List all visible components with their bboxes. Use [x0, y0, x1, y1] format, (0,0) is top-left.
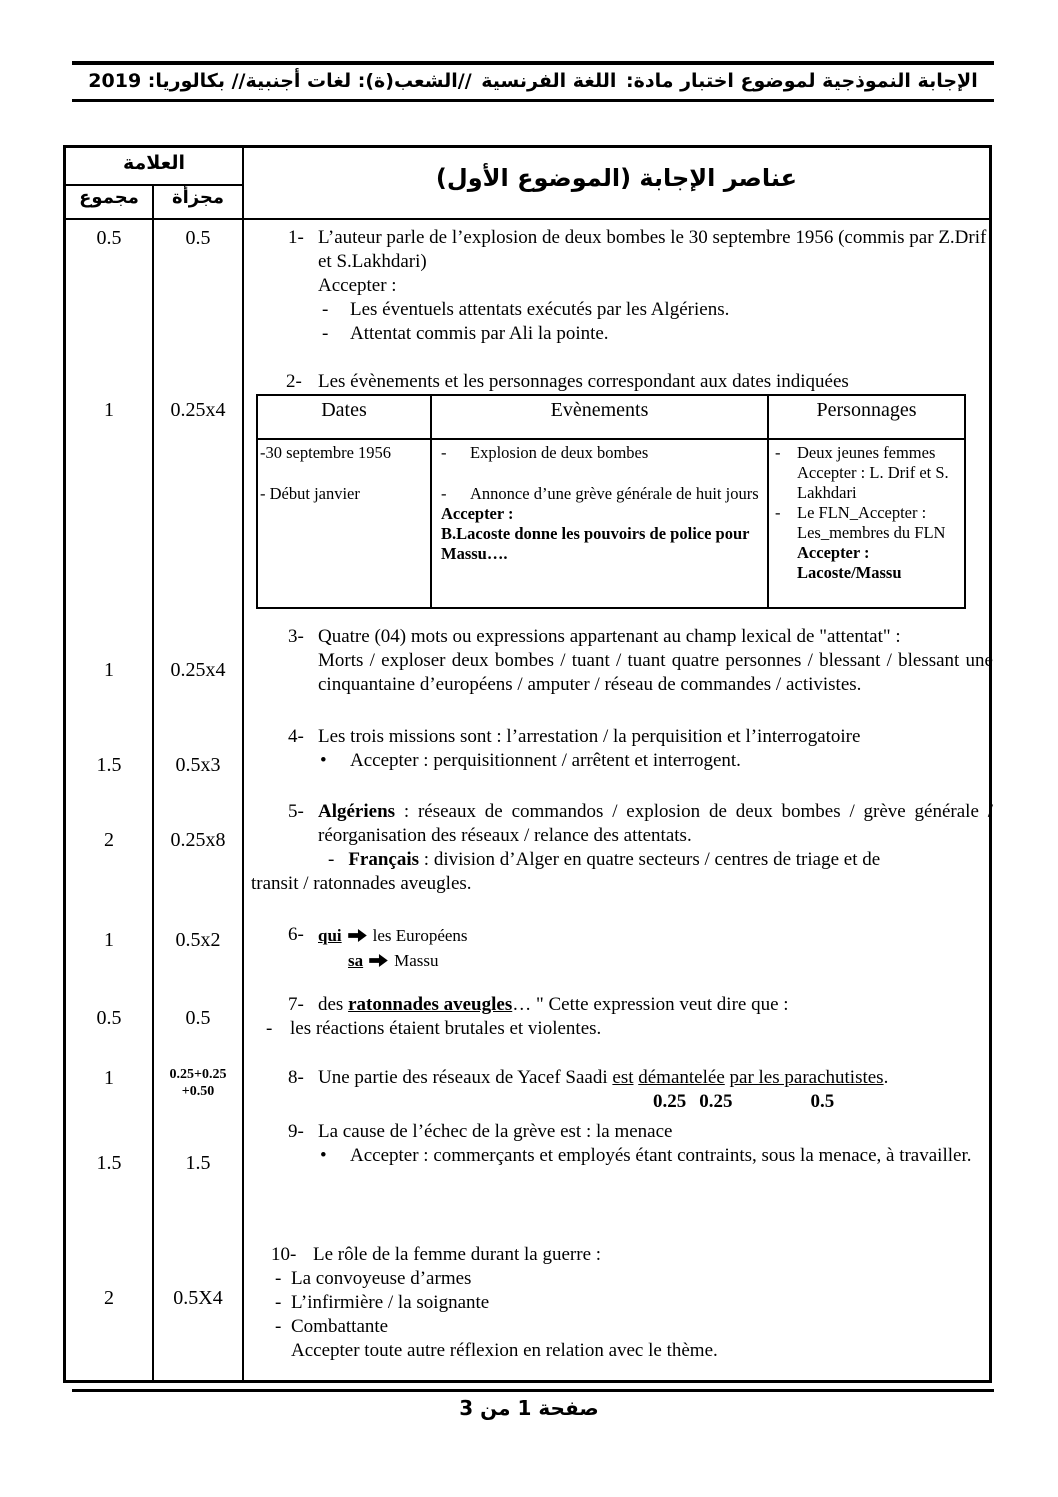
question-7-underlined: ratonnades aveugles [348, 994, 513, 1015]
question-10-intro: Le rôle de la femme durant la guerre : [313, 1244, 602, 1265]
dash-bullet: - [775, 503, 781, 522]
question-4-text: Les trois missions sont : l’arrestation / la perquisition et l’interrogatoire [318, 726, 861, 747]
dash-bullet: - [275, 1316, 282, 1337]
mark-partial-q2: 0.25x4 [170, 399, 226, 421]
question-6-target-1: les Européens [372, 926, 468, 945]
dash-bullet: - [328, 849, 335, 870]
persons-column-header: Personnages [768, 395, 965, 439]
main-column-divider [242, 148, 244, 1380]
question-8-number: 8- [288, 1067, 304, 1088]
question-3-rest: Morts / exploser deux bombes / tuant / tuant quatre personnes / blessant / blessant une cinquantaine d’européens / amputer / réseau de commandes / activistes. [318, 650, 993, 695]
question-3 [245, 625, 993, 697]
mark-total-q6: 1 [104, 929, 114, 951]
question-6-target-2: Massu [394, 951, 439, 970]
question-8-lead: Une partie des réseaux de Yacef Saadi [318, 1067, 613, 1088]
question-6 [245, 923, 993, 973]
question-4 [245, 725, 993, 773]
question-1-accepter: Accepter : [318, 275, 397, 296]
table-row [257, 439, 965, 608]
question-7 [245, 993, 993, 1041]
dash-bullet: - [441, 484, 447, 503]
score-value: 0.5 [810, 1091, 835, 1112]
question-7-number: 7- [288, 994, 304, 1015]
question-2-number: 2- [286, 371, 302, 392]
question-5-francais-text: : division d’Alger en quatre secteurs / centres de triage et de [419, 849, 881, 870]
dash-bullet: - [322, 323, 329, 344]
question-2-intro: Les évènements et les personnages correspondant aux dates indiquées [318, 371, 849, 392]
question-8-period: . [883, 1067, 889, 1088]
mark-partial-q1: 0.5 [185, 227, 211, 249]
dash-bullet: - [441, 443, 447, 462]
question-8-underline-1: est [612, 1067, 634, 1088]
question-5 [245, 800, 993, 896]
right-arrow-icon [348, 929, 367, 942]
marks-column-divider [152, 184, 154, 1380]
person-1: Deux jeunes femmes Accepter : L. Drif et S. Lakhdari [797, 443, 949, 502]
mark-total-q10: 2 [104, 1287, 114, 1309]
document-header [72, 64, 994, 98]
dash-bullet: - [275, 1268, 282, 1289]
mark-total-q8: 1 [104, 1067, 114, 1089]
question-6-word-2: sa [348, 951, 364, 970]
mark-partial-q5: 0.25x8 [170, 829, 226, 851]
question-9-bullet: Accepter : commerçants et employés étant contraints, sous la menace, à travailler. [350, 1145, 972, 1166]
question-1 [245, 226, 993, 346]
question-9 [245, 1120, 993, 1168]
answers-column-header: عناصر الإجابة (الموضوع الأول) [435, 164, 798, 192]
score-value: 0.25 [653, 1091, 687, 1112]
dates-cell [257, 439, 431, 608]
header-bottom-rule [72, 99, 994, 102]
question-1-text: L’auteur parle de l’explosion de deux bombes le 30 septembre 1956 (commis par Z.Drif et S.Lakhdari) [318, 227, 987, 272]
question-3-number: 3- [288, 626, 304, 647]
question-1-bullet-2: Attentat commis par Ali la pointe. [350, 323, 609, 344]
dates-column-header: Dates [257, 395, 431, 439]
question-7-bullet: les réactions étaient brutales et violentes. [290, 1018, 602, 1039]
mark-total-q7: 0.5 [96, 1007, 122, 1029]
question-7-lead: des [318, 994, 349, 1015]
question-8-underline-2: démantelée [638, 1067, 725, 1088]
mark-partial-q7: 0.5 [185, 1007, 211, 1029]
person-accept-text: Lacoste/Massu [797, 563, 902, 582]
mark-partial-q6: 0.5x2 [175, 929, 221, 951]
round-bullet: • [320, 750, 327, 771]
mark-total-q5: 2 [104, 829, 114, 851]
events-column-header: Evènements [431, 395, 768, 439]
mark-partial-q4: 0.5x3 [175, 754, 221, 776]
mark-total-q4: 1.5 [96, 754, 122, 776]
dash-bullet: - [266, 1018, 273, 1039]
header-body-divider [66, 218, 989, 220]
question-9-text: La cause de l’échec de la grève est : la menace [318, 1121, 673, 1142]
events-cell [431, 439, 768, 608]
event-2: Annonce d’une grève générale de huit jours [470, 484, 759, 503]
question-10-number: 10- [271, 1244, 297, 1265]
header-pre-text: الإجابة النموذجية لموضوع اختبار مادة: [619, 70, 978, 92]
question-8 [245, 1066, 993, 1114]
dash-bullet: - [775, 443, 781, 462]
right-arrow-icon [369, 954, 388, 967]
footer-rule [72, 1389, 994, 1392]
question-10-outro: Accepter toute autre réflexion en relation avec le thème. [291, 1340, 718, 1361]
mark-total-q3: 1 [104, 659, 114, 681]
question-1-number: 1- [288, 227, 304, 248]
person-2: Le FLN_Accepter : Les_membres du FLN [797, 503, 946, 542]
question-6-number: 6- [288, 924, 304, 945]
events-table [256, 394, 966, 609]
mark-partial-q3: 0.25x4 [170, 659, 226, 681]
person-accept-label: Accepter : [797, 543, 870, 562]
question-6-word-1: qui [318, 926, 342, 945]
event-accept-text: B.Lacoste donne les pouvoirs de police pour Massu…. [441, 524, 750, 563]
question-10-bullet-1: La convoyeuse d’armes [291, 1268, 472, 1289]
dash-bullet: - [275, 1292, 282, 1313]
mark-partial-q10: 0.5X4 [173, 1287, 223, 1309]
question-4-number: 4- [288, 726, 304, 747]
date-1: -30 septembre 1956 [260, 443, 392, 462]
question-5-continuation: transit / ratonnades aveugles. [251, 873, 472, 894]
page-number: صفحة 1 من 3 [459, 1396, 599, 1420]
question-5-algeriens-text: : réseaux de commandos / explosion de deux bombes / grève générale / réorganisation des réseaux / relance des attentats. [318, 801, 993, 846]
mark-total-q9: 1.5 [96, 1152, 122, 1174]
question-9-number: 9- [288, 1121, 304, 1142]
persons-cell [768, 439, 965, 608]
header-subject-text: اللغة الفرنسية [481, 70, 617, 92]
mark-header-label: العلامة [122, 152, 186, 174]
partial-column-header: مجزأة [171, 187, 225, 208]
event-accept-label: Accepter : [441, 504, 514, 523]
mark-total-q2: 1 [104, 399, 114, 421]
question-2 [245, 370, 993, 609]
question-10-bullet-3: Combattante [291, 1316, 389, 1337]
question-8-underline-3: par les parachutistes [729, 1067, 884, 1088]
mark-total-q1: 0.5 [96, 227, 122, 249]
question-5-francais-label: Français [348, 849, 420, 870]
question-5-algeriens-label: Algériens [318, 801, 396, 822]
mark-partial-q8: 0.25+0.25 +0.50 [169, 1067, 227, 1099]
dash-bullet: - [322, 299, 329, 320]
event-1: Explosion de deux bombes [470, 443, 649, 462]
question-7-rest: … " Cette expression veut dire que : [512, 994, 789, 1015]
header-post-text: //الشعب(ة): لغات أجنبية// بكالوريا: 2019 [88, 70, 479, 92]
round-bullet: • [320, 1145, 327, 1166]
total-column-header: مجموع [79, 187, 139, 208]
question-5-number: 5- [288, 801, 304, 822]
question-8-scores [318, 1090, 993, 1114]
mark-partial-q9: 1.5 [185, 1152, 211, 1174]
score-value: 0.25 [699, 1091, 733, 1112]
question-4-bullet: Accepter : perquisitionnent / arrêtent et interrogent. [350, 750, 741, 771]
answer-key-table [63, 145, 992, 1383]
question-10-bullet-2: L’infirmière / la soignante [291, 1292, 490, 1313]
question-10 [245, 1243, 993, 1363]
question-3-line1: Quatre (04) mots ou expressions appartenant au champ lexical de "attentat" : [318, 626, 901, 647]
date-2: - Début janvier [260, 484, 360, 503]
question-1-bullet-1: Les éventuels attentats exécutés par les Algériens. [350, 299, 730, 320]
